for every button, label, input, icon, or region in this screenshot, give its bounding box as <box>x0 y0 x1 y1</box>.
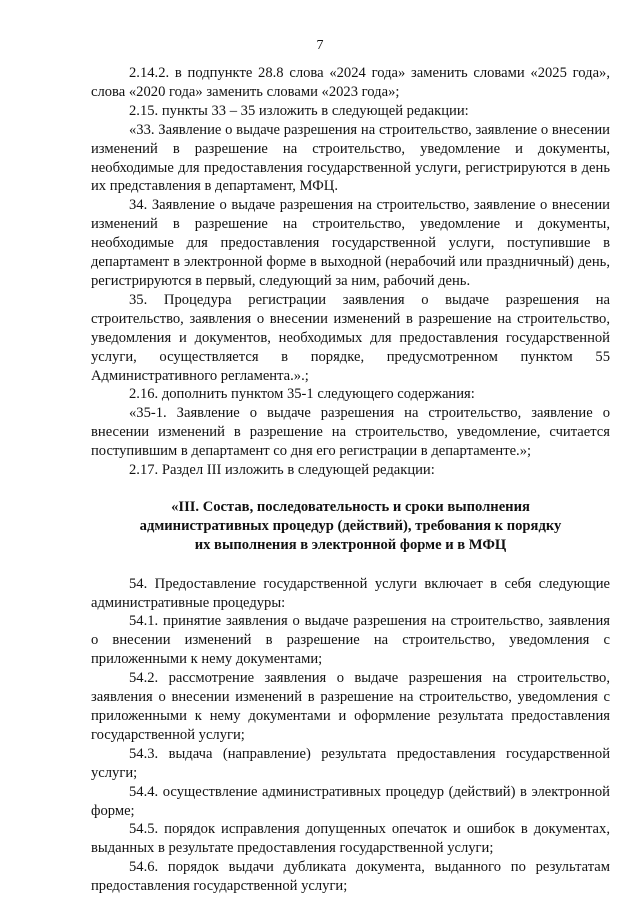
section-heading-line: административных процедур (действий), требования к порядку <box>139 517 562 534</box>
section-heading-line: их выполнения в электронной форме и в МФЦ <box>194 536 507 553</box>
paragraph-54-5: 54.5. порядок исправления допущенных опечаток и ошибок в документах, выданных в результате предоставления государственной услуги; <box>91 821 610 857</box>
section-heading <box>91 498 610 555</box>
document-body <box>91 64 610 896</box>
paragraph-2-14-2: 2.14.2. в подпункте 28.8 слова «2024 года» заменить словами «2025 года», слова «2020 года» заменить словами «2023 года»; <box>91 65 610 100</box>
paragraph-54: 54. Предоставление государственной услуги включает в себя следующие административные процедуры: <box>91 575 610 611</box>
paragraph-35: 35. Процедура регистрации заявления о выдаче разрешения на строительство, заявления о внесении изменений в разрешение на строительство, уведомления и документов, необходимых для предоставления государственной услуги, осуществляется в порядке, предусмотренном пунктом 55 Административного регламента.».; <box>91 291 610 384</box>
page-number: 7 <box>316 38 324 53</box>
paragraph-2-17: 2.17. Раздел III изложить в следующей редакции: <box>129 462 435 479</box>
paragraph-2-15: 2.15. пункты 33 – 35 изложить в следующей редакции: <box>129 102 469 119</box>
paragraph-54-1: 54.1. принятие заявления о выдаче разрешения на строительство, заявления о внесении изменений в разрешение на строительство, уведомления с приложенными к нему документами; <box>91 613 610 668</box>
section-heading-line: «III. Состав, последовательность и сроки выполнения <box>171 498 530 515</box>
paragraph-2-16: 2.16. дополнить пунктом 35-1 следующего содержания: <box>129 386 475 403</box>
paragraph-54-6: 54.6. порядок выдачи дубликата документа, выданного по результатам предоставления государственной услуги; <box>91 859 610 895</box>
paragraph-35-1: «35-1. Заявление о выдаче разрешения на строительство, заявление о внесении изменений в разрешение на строительство, уведомление, считается поступившим в департамент со дня его регистрации в департаменте.»; <box>91 405 610 460</box>
paragraph-54-3: 54.3. выдача (направление) результата предоставления государственной услуги; <box>91 745 610 781</box>
paragraph-54-4: 54.4. осуществление административных процедур (действий) в электронной форме; <box>91 783 610 819</box>
paragraph-54-2: 54.2. рассмотрение заявления о выдаче разрешения на строительство, заявления о внесении изменений в разрешение на строительство, уведомления с приложенными к нему документами и оформление результата предоставления государственной услуги; <box>91 670 610 743</box>
paragraph-34: 34. Заявление о выдаче разрешения на строительство, заявление о внесении изменений в разрешение на строительство, уведомление и документы, необходимые для предоставления государственной услуги, поступившие в департамент в электронной форме в выходной (нерабочий или праздничный) день, регистрируются в первый, следующий за ним, рабочий день. <box>91 197 610 289</box>
paragraph-33: «33. Заявление о выдаче разрешения на строительство, заявление о внесении изменений в разрешение на строительство, уведомление и документы, необходимые для предоставления государственной услуги, регистрируются в день их представления в департамент, МФЦ. <box>91 121 610 195</box>
